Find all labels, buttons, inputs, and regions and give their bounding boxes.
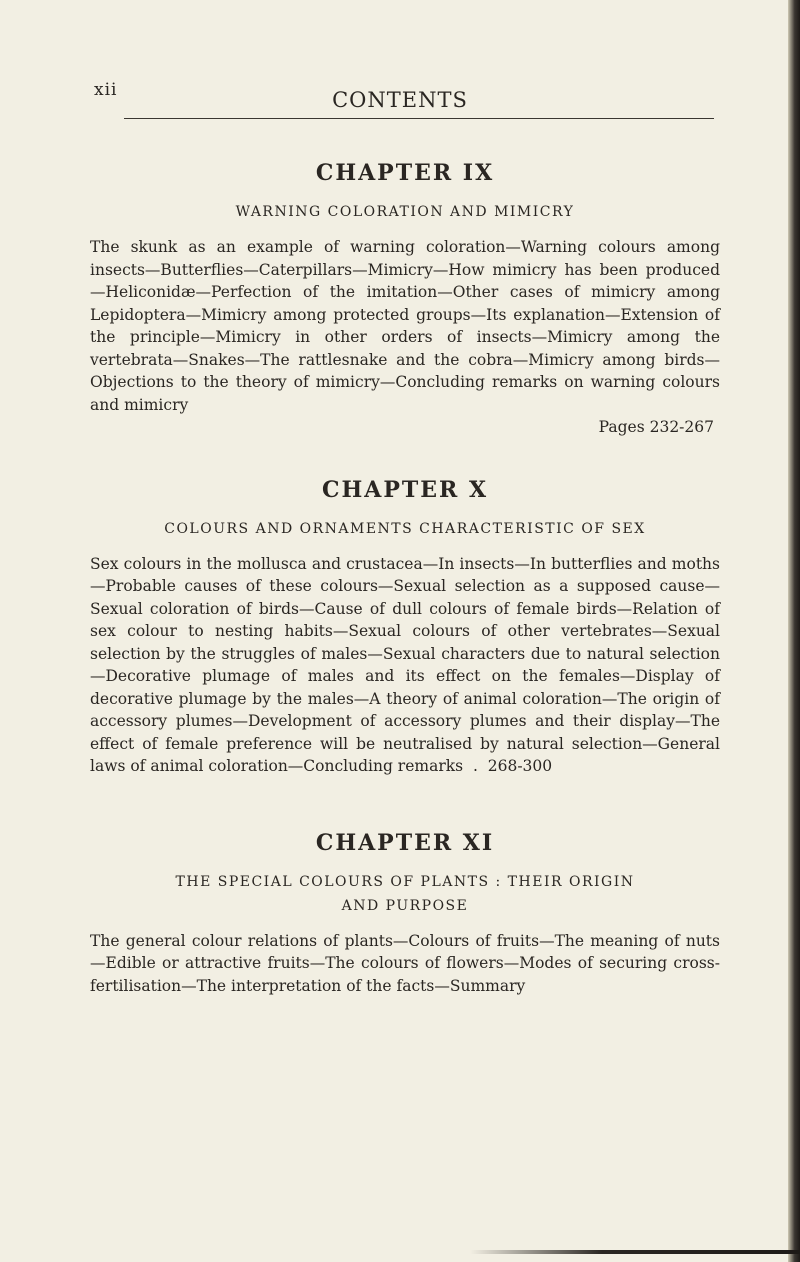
running-head xyxy=(0,70,800,110)
page-bottom-edge xyxy=(470,1250,800,1254)
page-range: Pages 232-267 xyxy=(598,418,714,436)
chapter-xi xyxy=(90,830,720,998)
page-number: xii xyxy=(94,80,118,100)
chapter-summary: Sex colours in the mollusca and crustacea—In insects—In butterflies and moths—Probable causes of these colours—Sexual selection as a supposed cause—Sexual coloration of birds—Cause of dull colours of female birds—Relation of sex colour to nesting habits—Sexual colours of other vertebrates—Sexual selection by the struggles of males—Sexual characters due to natural selection—Decorative plumage of males and its effect on the females—Display of decorative plumage by the males—A theory of animal coloration—The origin of accessory plumes—Development of accessory plumes and their display—The effect of female preference will be neutralised by natural selection—General laws of animal coloration—Concluding remarks xyxy=(90,554,720,775)
chapter-heading: CHAPTER X xyxy=(321,476,489,503)
chapter-heading: CHAPTER IX xyxy=(315,160,495,186)
header-rule xyxy=(124,118,714,119)
chapter-x xyxy=(90,477,720,778)
page-range: 268-300 xyxy=(487,757,553,775)
chapter-summary-with-pages: Sex colours in the mollusca and crustacea—In insects—In butterflies and moths—Probable causes of these colours—Sexual selection as a supposed cause—Sexual coloration of birds—Cause of dull colours of female birds—Relation of sex colour to nesting habits—Sexual colours of other vertebrates—Sexual selection by the struggles of males—Sexual characters due to natural selection—Decorative plumage of males and its effect on the females—Display of decorative plumage by the males—A theory of animal coloration—The origin of accessory plumes—Development of accessory plumes and their display—The effect of female preference will be neutralised by natural selection—General laws of animal coloration—Concluding remarks . 268-300 xyxy=(90,554,720,775)
chapter-title xyxy=(90,870,720,918)
chapter-ix xyxy=(90,160,720,439)
contents-body xyxy=(90,160,720,1035)
chapter-summary: The skunk as an example of warning coloration—Warning colours among insects—Butterflies—Caterpillars—Mimicry—How mimicry has been produced—Heliconidæ—Perfection of the imitation—Other cases of mimicry among Lepidoptera—Mimicry among protected groups—Its explanation—Extension of the principle—Mimicry in other orders of insects—Mimicry among the vertebrata—Snakes—The rattlesnake and the cobra—Mimicry among birds—Objections to the theory of mimicry—Concluding remarks on warning colours and mimicry xyxy=(90,238,720,414)
chapter-title-line-1: THE SPECIAL COLOURS OF PLANTS : THEIR ORIGIN xyxy=(175,873,635,890)
chapter-title: COLOURS AND ORNAMENTS CHARACTERISTIC OF SEX xyxy=(164,520,646,537)
chapter-title: WARNING COLORATION AND MIMICRY xyxy=(235,204,575,220)
chapter-title-line-2: AND PURPOSE xyxy=(341,897,469,914)
page-edge-shadow xyxy=(788,0,800,1262)
chapter-heading: CHAPTER XI xyxy=(315,829,495,856)
chapter-summary: The general colour relations of plants—Colours of fruits—The meaning of nuts—Edible or attractive fruits—The colours of flowers—Modes of securing cross-fertilisation—The interpretation of the facts—Summary xyxy=(90,931,720,995)
running-title: CONTENTS xyxy=(332,88,468,112)
